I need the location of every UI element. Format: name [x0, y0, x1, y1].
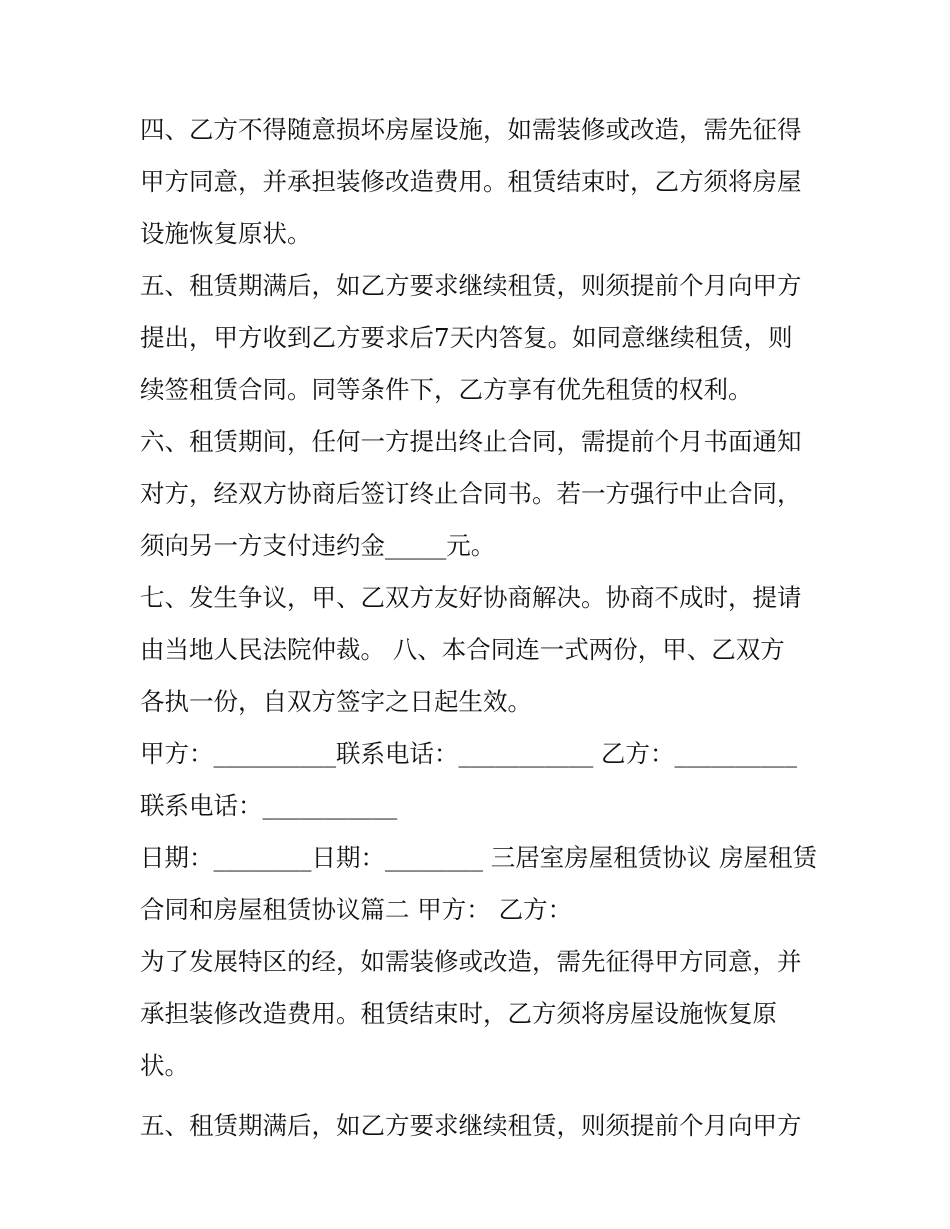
text-line: 设施恢复原状。	[140, 219, 312, 248]
text-line: 五、租赁期满后，如乙方要求继续租赁，则须提前个月向甲方	[140, 1111, 802, 1140]
text-line: 各执一份，自双方签字之日起生效。	[140, 687, 532, 716]
clause-7-dispute-paragraph	[140, 572, 820, 728]
text-line: 须向另一方支付违约金_____元。	[140, 531, 496, 560]
text-line: 为了发展特区的经，如需装修或改造，需先征得甲方同意，并	[140, 947, 802, 976]
document-body	[140, 104, 820, 1152]
text-line: 续签租赁合同。同等条件下，乙方享有优先租赁的权利。	[140, 375, 753, 404]
second-contract-clause-5-paragraph	[140, 1100, 820, 1152]
text-line: 甲方同意，并承担装修改造费用。租赁结束时，乙方须将房屋	[140, 167, 802, 196]
clause-4-repair-paragraph	[140, 104, 820, 260]
text-line: 状。	[140, 1051, 189, 1080]
text-line: 由当地人民法院仲裁。 八、本合同连一式两份，甲、乙双方	[140, 635, 785, 664]
text-line: 七、发生争议，甲、乙双方友好协商解决。协商不成时，提请	[140, 583, 802, 612]
signature-dates-paragraph	[140, 832, 820, 936]
text-line: 联系电话：___________	[140, 791, 398, 820]
clause-6-termination-paragraph	[140, 416, 820, 572]
text-line: 提出，甲方收到乙方要求后7天内答复。如同意继续租赁，则	[140, 323, 793, 352]
text-line: 合同和房屋租赁协议篇二 甲方： 乙方：	[140, 895, 573, 924]
text-line: 承担装修改造费用。租赁结束时，乙方须将房屋设施恢复原	[140, 999, 777, 1028]
signature-parties-paragraph	[140, 728, 820, 832]
text-line: 六、租赁期间，任何一方提出终止合同，需提前个月书面通知	[140, 427, 802, 456]
text-line: 日期：________日期：________ 三居室房屋租赁协议 房屋租赁	[140, 843, 818, 872]
text-line: 对方，经双方协商后签订终止合同书。若一方强行中止合同，	[140, 479, 802, 508]
second-contract-intro-paragraph	[140, 936, 820, 1092]
clause-5-renewal-paragraph	[140, 260, 820, 416]
text-line: 四、乙方不得随意损坏房屋设施，如需装修或改造，需先征得	[140, 115, 802, 144]
text-line: 甲方：__________联系电话：___________ 乙方：__________	[140, 739, 798, 768]
text-line: 五、租赁期满后，如乙方要求继续租赁，则须提前个月向甲方	[140, 271, 802, 300]
